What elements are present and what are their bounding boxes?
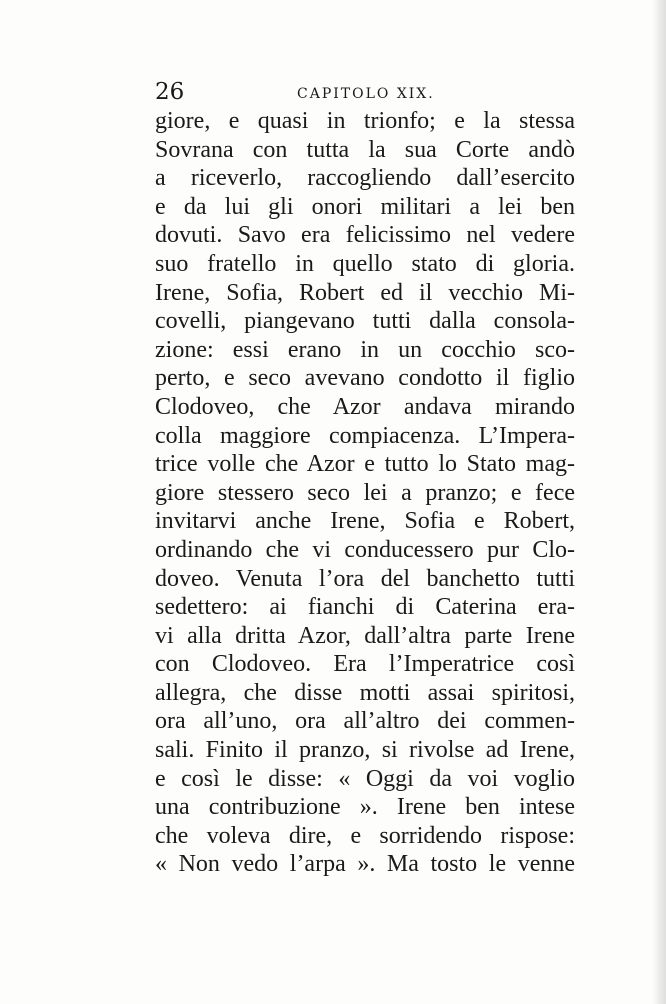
text-line: e così le disse: « Oggi da voi voglio [155, 765, 575, 792]
page-edge-shadow [652, 0, 666, 1004]
text-line: Sovrana con tutta la sua Corte andò [155, 136, 575, 163]
text-line: colla maggiore compiacenza. L’Impera- [155, 422, 575, 449]
text-line: zione: essi erano in un cocchio sco- [155, 336, 575, 363]
text-line: con Clodoveo. Era l’Imperatrice così [155, 651, 575, 678]
text-line: ora all’uno, ora all’altro dei commen- [155, 708, 575, 735]
text-line: ordinando che vi conducessero pur Clo- [155, 536, 575, 563]
text-line: allegra, che disse motti assai spiritosi, [155, 679, 575, 706]
text-line: covelli, piangevano tutti dalla consola- [155, 308, 575, 335]
text-line: a riceverlo, raccogliendo dall’esercito [155, 165, 575, 192]
text-line: una contribuzione ». Irene ben intese [155, 794, 575, 821]
text-line: dovuti. Savo era felicissimo nel vedere [155, 222, 575, 249]
running-head: CAPITOLO XIX. [297, 86, 435, 102]
body-text [155, 107, 575, 879]
text-line: giore stessero seco lei a pranzo; e fece [155, 479, 575, 506]
text-line: « Non vedo l’arpa ». Ma tosto le venne [155, 851, 575, 878]
text-line: e da lui gli onori militari a lei ben [155, 193, 575, 220]
text-line: vi alla dritta Azor, dall’altra parte Irene [155, 622, 575, 649]
text-line: sali. Finito il pranzo, si rivolse ad Irene, [155, 737, 575, 764]
page-header [155, 78, 575, 106]
text-line: doveo. Venuta l’ora del banchetto tutti [155, 565, 575, 592]
text-line: invitarvi anche Irene, Sofia e Robert, [155, 508, 575, 535]
text-line: Irene, Sofia, Robert ed il vecchio Mi- [155, 279, 575, 306]
text-line: Clodoveo, che Azor andava mirando [155, 393, 575, 420]
text-line: che voleva dire, e sorridendo rispose: [155, 822, 575, 849]
page-number: 26 [155, 79, 185, 105]
text-line: trice volle che Azor e tutto lo Stato mag- [155, 451, 575, 478]
text-line: sedettero: ai fianchi di Caterina era- [155, 594, 575, 621]
text-line: giore, e quasi in trionfo; e la stessa [155, 108, 575, 134]
text-line: suo fratello in quello stato di gloria. [155, 250, 575, 277]
text-line: perto, e seco avevano condotto il figlio [155, 365, 575, 392]
